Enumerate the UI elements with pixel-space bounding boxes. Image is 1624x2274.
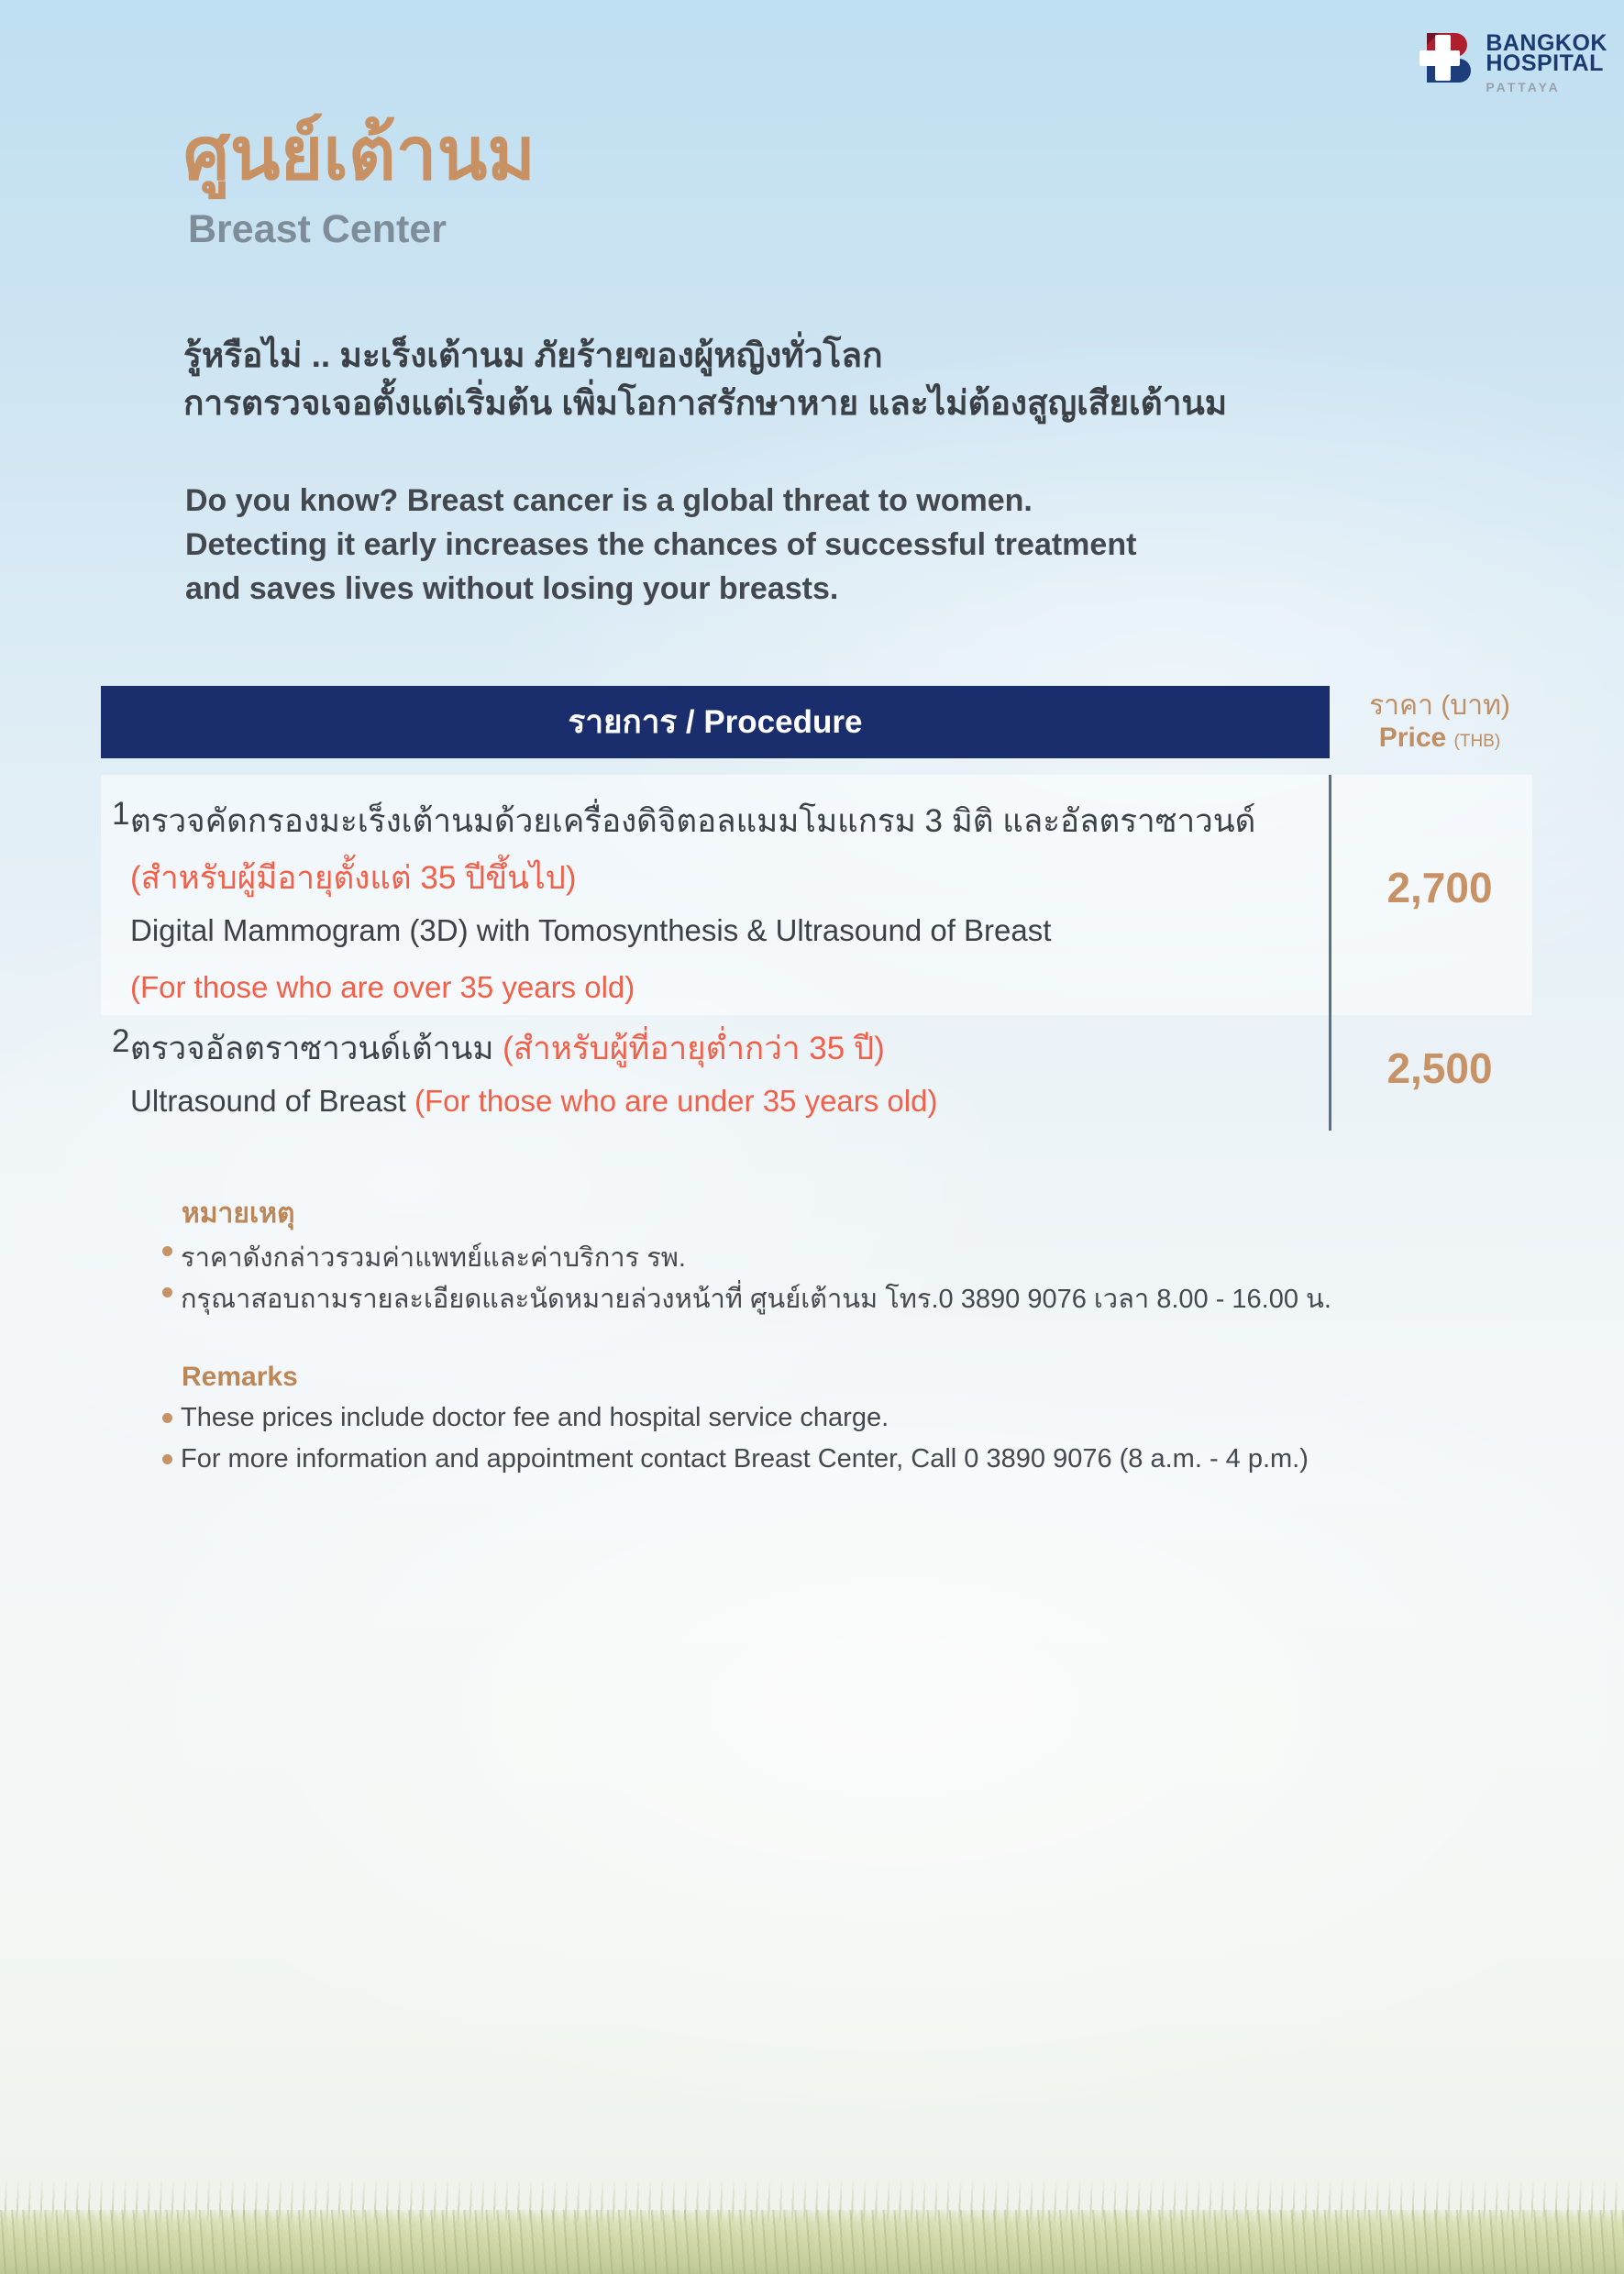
remarks-thai-item: กรุณาสอบถามรายละเอียดและนัดหมายล่วงหน้าที่ ศูนย์เต้านม โทร.0 3890 9076 เวลา 8.00 - 16.00 น. xyxy=(181,1277,1331,1319)
bullet-icon xyxy=(162,1287,172,1297)
table-header-price xyxy=(1330,690,1550,757)
intro-english-line1: Do you know? Breast cancer is a global threat to women. xyxy=(185,483,1033,518)
table-header-procedure-label: รายการ / Procedure xyxy=(568,704,863,740)
grass-field xyxy=(0,2210,1624,2274)
intro-thai-line2: การตรวจเจอตั้งแต่เริ่มต้น เพิ่มโอกาสรักษาหาย และไม่ต้องสูญเสียเต้านม xyxy=(183,384,1228,422)
intro-english-line3: and saves lives without losing your breasts. xyxy=(185,571,839,606)
table-row xyxy=(112,1023,885,1074)
procedure-thai-note: (สำหรับผู้ที่อายุต่ำกว่า 35 ปี) xyxy=(503,1031,885,1066)
price-header-thai: ราคา (บาท) xyxy=(1369,690,1510,721)
bullet-icon xyxy=(162,1413,172,1423)
hospital-location: PATTAYA xyxy=(1486,80,1561,94)
intro-english xyxy=(185,479,1136,611)
hospital-logo-text xyxy=(1486,30,1607,94)
intro-thai xyxy=(183,332,1227,427)
table-row xyxy=(112,796,1256,846)
price-unit: (THB) xyxy=(1453,732,1501,751)
procedure-thai: ตรวจคัดกรองมะเร็งเต้านมด้วยเครื่องดิจิตอลแมมโมแกรม 3 มิติ และอัลตราซาวนด์ xyxy=(130,803,1256,839)
price-value-row-1: 2,700 xyxy=(1386,864,1493,911)
remarks-thai-header: หมายเหตุ xyxy=(182,1198,295,1229)
intro-thai-line1: รู้หรือไม่ .. มะเร็งเต้านม ภัยร้ายของผู้หญิงทั่วโลก xyxy=(183,337,883,374)
remarks-english-item: For more information and appointment contact Breast Center, Call 0 3890 9076 (8 a.m. - 4 p.m.) xyxy=(181,1444,1309,1474)
price-header-english: Price (THB) xyxy=(1378,723,1501,753)
hospital-logo-icon xyxy=(1418,33,1473,83)
bullet-icon xyxy=(162,1454,172,1464)
hospital-name-line1: BANGKOK xyxy=(1486,30,1607,56)
procedure-thai-note: (สำหรับผู้มีอายุตั้งแต่ 35 ปีขึ้นไป) xyxy=(130,860,577,896)
row-number: 1. xyxy=(112,796,139,832)
row-number: 2. xyxy=(112,1023,139,1059)
procedure-english-note: (For those who are over 35 years old) xyxy=(130,970,635,1004)
price-value-row-2: 2,500 xyxy=(1386,1044,1493,1092)
procedure-english: Ultrasound of Breast xyxy=(130,1084,414,1118)
page-title-english: Breast Center xyxy=(188,207,447,251)
procedure-thai: ตรวจอัลตราซาวนด์เต้านม xyxy=(130,1031,503,1066)
remarks-english-header: Remarks xyxy=(182,1362,298,1392)
intro-english-line2: Detecting it early increases the chances of successful treatment xyxy=(185,527,1137,562)
hospital-logo xyxy=(1418,30,1607,94)
hospital-name-line2: HOSPITAL xyxy=(1486,50,1604,76)
procedure-english: Digital Mammogram (3D) with Tomosynthesis & Ultrasound of Breast xyxy=(130,913,1052,947)
table-header-procedure xyxy=(101,686,1330,758)
table-row xyxy=(130,1084,937,1119)
remarks-english-item: These prices include doctor fee and hospital service charge. xyxy=(181,1403,889,1433)
bullet-icon xyxy=(162,1246,172,1256)
medical-cross-icon xyxy=(1420,50,1460,66)
remarks-thai-item: ราคาดังกล่าวรวมค่าแพทย์และค่าบริการ รพ. xyxy=(181,1236,686,1278)
page-title-thai: ศูนย์เต้านม xyxy=(183,113,536,194)
procedure-english-note: (For those who are under 35 years old) xyxy=(414,1084,938,1118)
